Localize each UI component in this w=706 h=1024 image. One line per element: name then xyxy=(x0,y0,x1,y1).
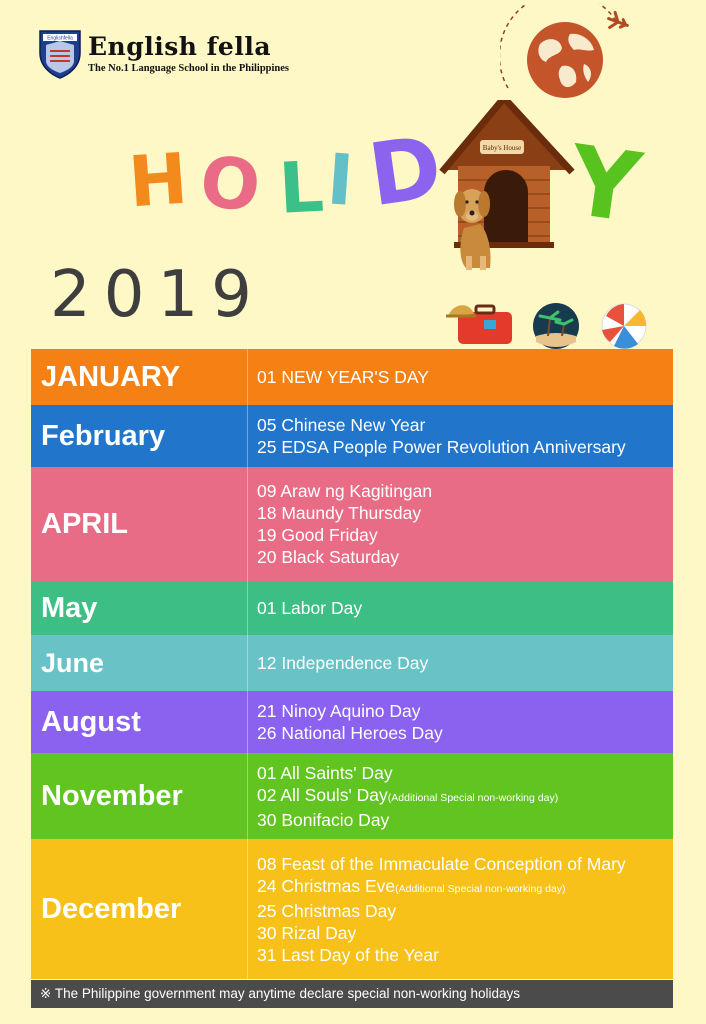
holiday-item xyxy=(257,722,673,744)
month-row xyxy=(31,349,673,405)
holiday-item xyxy=(257,700,673,722)
dog-house-icon xyxy=(442,100,572,248)
month-row xyxy=(31,581,673,635)
month-name: June xyxy=(31,635,248,691)
month-name: November xyxy=(31,753,248,839)
holiday-item xyxy=(257,524,673,546)
brand-header xyxy=(38,26,289,80)
holiday-text: 26 National Heroes Day xyxy=(257,723,443,743)
month-row xyxy=(31,691,673,753)
holiday-text: 25 EDSA People Power Revolution Anniversary xyxy=(257,437,626,457)
banner-letter-i: I xyxy=(324,138,357,222)
month-name: December xyxy=(31,839,248,979)
holiday-text: 19 Good Friday xyxy=(257,525,378,545)
holiday-list xyxy=(248,581,673,635)
holiday-item xyxy=(257,546,673,568)
holiday-list xyxy=(248,753,673,839)
holiday-list xyxy=(248,349,673,405)
month-row xyxy=(31,635,673,691)
holiday-text: 12 Independence Day xyxy=(257,653,429,673)
holiday-list xyxy=(248,691,673,753)
holiday-item xyxy=(257,597,673,619)
crest-lettering: Englishfella xyxy=(47,35,73,42)
banner-letter-h: H xyxy=(125,137,191,224)
holiday-item xyxy=(257,502,673,524)
holiday-item xyxy=(257,366,673,388)
holiday-item xyxy=(257,944,673,966)
brand-tagline: The No.1 Language School in the Philippines xyxy=(88,62,290,74)
month-row xyxy=(31,467,673,581)
beach-icon xyxy=(533,303,579,349)
holiday-item xyxy=(257,480,673,502)
airplane-icon xyxy=(606,11,630,33)
dog-house-sign: Baby's House xyxy=(482,144,522,152)
holiday-text: 02 All Souls' Day xyxy=(257,784,388,805)
brand-name: English fella xyxy=(88,31,272,61)
banner-letter-y: Y xyxy=(562,124,647,245)
footer-note: ※ The Philippine government may anytime declare special non-working holidays xyxy=(31,980,673,1008)
holiday-list xyxy=(248,467,673,581)
holiday-text: 25 Christmas Day xyxy=(257,900,397,921)
holiday-item xyxy=(257,652,673,674)
holiday-text: 21 Ninoy Aquino Day xyxy=(257,701,421,721)
holiday-text: 31 Last Day of the Year xyxy=(257,944,439,965)
holiday-item xyxy=(257,762,673,784)
holiday-item xyxy=(257,784,673,809)
holiday-item xyxy=(257,809,673,831)
banner-letter-l: L xyxy=(276,145,326,230)
holiday-note: (Additional Special non-working day) xyxy=(395,882,566,895)
banner-letter-o: O xyxy=(196,140,265,228)
month-name: APRIL xyxy=(31,467,248,581)
holiday-text: 01 NEW YEAR'S DAY xyxy=(257,367,429,387)
month-row xyxy=(31,753,673,839)
holiday-item xyxy=(257,414,673,436)
holiday-text: 08 Feast of the Immaculate Conception of Mary xyxy=(257,853,626,874)
travel-icons xyxy=(444,296,654,352)
holiday-list xyxy=(248,405,673,467)
holiday-item xyxy=(257,853,673,875)
holiday-table xyxy=(31,349,673,979)
globe-icon xyxy=(527,22,603,98)
holiday-text: 24 Christmas Eve xyxy=(257,875,396,896)
month-row xyxy=(31,839,673,979)
month-name: August xyxy=(31,691,248,753)
brand-text xyxy=(88,33,289,74)
holiday-text: 05 Chinese New Year xyxy=(257,415,426,435)
holiday-list xyxy=(248,839,673,979)
beach-ball-icon xyxy=(602,304,646,349)
holiday-item xyxy=(257,922,673,944)
holiday-text: 18 Maundy Thursday xyxy=(257,503,422,523)
luggage-icon xyxy=(446,305,512,344)
holiday-item xyxy=(257,900,673,922)
month-name: May xyxy=(31,581,248,635)
holiday-text: 09 Araw ng Kagitingan xyxy=(257,481,433,501)
holiday-text: 20 Black Saturday xyxy=(257,547,400,567)
month-name: JANUARY xyxy=(31,349,248,405)
month-row xyxy=(31,405,673,467)
holiday-text: 30 Rizal Day xyxy=(257,922,357,943)
holiday-list xyxy=(248,635,673,691)
holiday-text: 30 Bonifacio Day xyxy=(257,809,390,830)
holiday-item xyxy=(257,436,673,458)
holiday-item xyxy=(257,875,673,900)
banner-letter-d: D xyxy=(362,117,448,227)
holiday-note: (Additional Special non-working day) xyxy=(387,791,559,804)
holiday-text: 01 All Saints' Day xyxy=(257,762,393,783)
school-crest-icon xyxy=(38,27,82,79)
holiday-text: 01 Labor Day xyxy=(257,598,363,618)
year-label: 2019 xyxy=(50,258,265,332)
month-name: February xyxy=(31,405,248,467)
